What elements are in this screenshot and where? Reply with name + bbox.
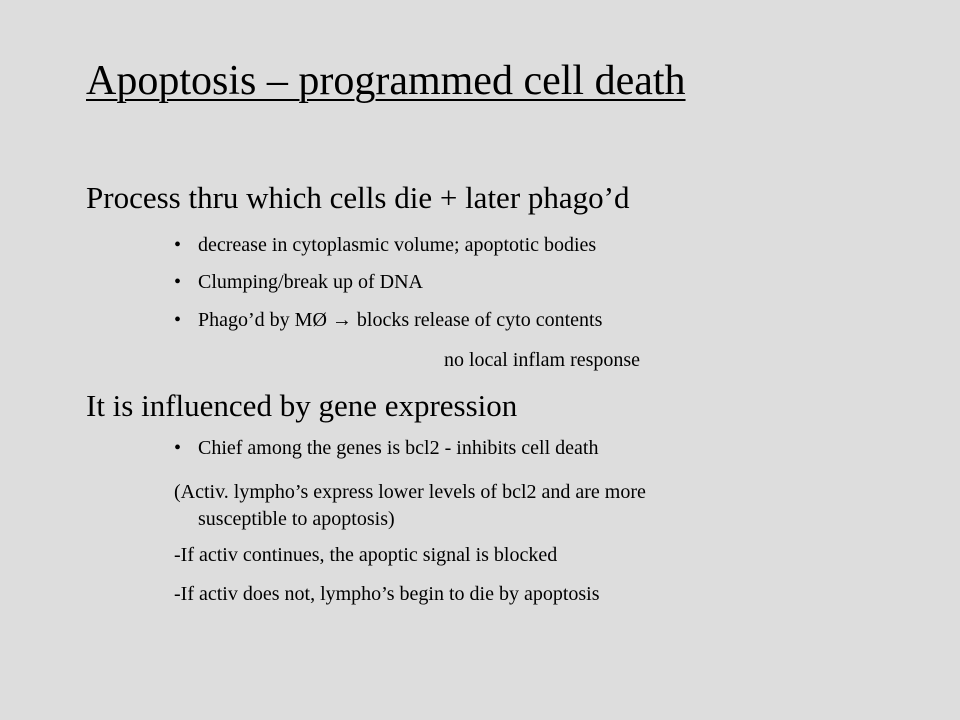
bullet-marker: • [174, 309, 182, 331]
parenthetical-line-1: (Activ. lympho’s express lower levels of bcl2 and are more [174, 481, 646, 503]
activ-does-not-line: -If activ does not, lympho’s begin to die by apoptosis [174, 583, 600, 605]
bullet-text: Chief among the genes is bcl2 - inhibits cell death [198, 437, 599, 459]
slide-title: Apoptosis – programmed cell death [86, 58, 686, 104]
bullet-text: decrease in cytoplasmic volume; apoptotic bodies [198, 234, 597, 256]
parenthetical-line-2: susceptible to apoptosis) [198, 508, 395, 530]
section-heading-process: Process thru which cells die + later phago’d [86, 180, 630, 215]
bullet-text: Phago’d by MØ → blocks release of cyto contents [198, 309, 603, 331]
continuation-inflam-response: no local inflam response [444, 349, 641, 371]
bullet-marker: • [174, 271, 182, 293]
section-heading-gene-expression: It is influenced by gene expression [86, 388, 518, 423]
bullet-marker: • [174, 234, 182, 256]
activ-continues-line: -If activ continues, the apoptic signal is blocked [174, 544, 558, 566]
bullet-text: Clumping/break up of DNA [198, 271, 423, 293]
bullet-marker: • [174, 437, 182, 459]
